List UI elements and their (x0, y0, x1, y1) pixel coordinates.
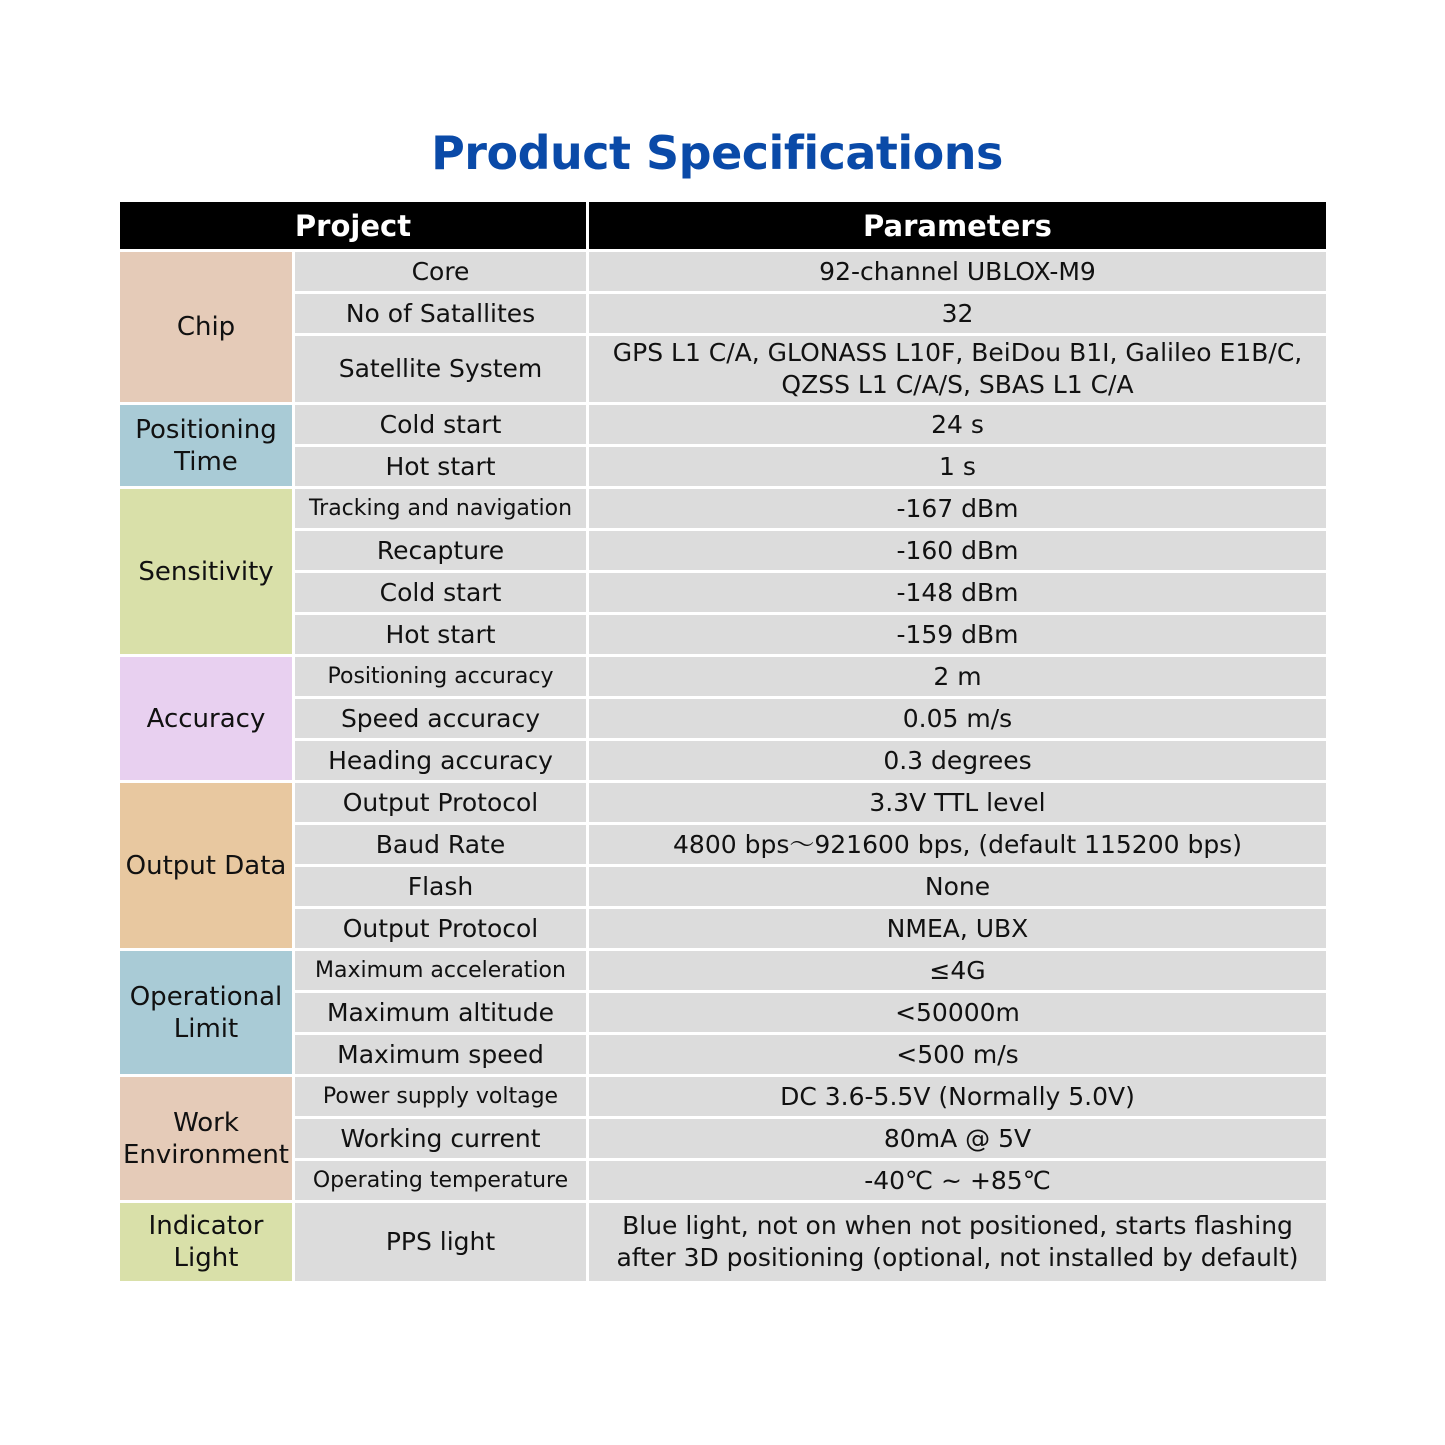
item-cell: Speed accuracy (295, 699, 586, 738)
item-cell: Output Protocol (295, 783, 586, 822)
table-row (120, 1119, 1326, 1158)
parameter-cell: 0.3 degrees (589, 741, 1326, 780)
table-row (120, 909, 1326, 948)
page-title: Product Specifications (431, 126, 1003, 180)
table-row (120, 252, 1326, 291)
parameter-cell: 80mA @ 5V (589, 1119, 1326, 1158)
parameter-cell: 1 s (589, 447, 1326, 486)
spec-body (120, 252, 1326, 1281)
group-label: Indicator Light (120, 1203, 292, 1281)
table-row (120, 825, 1326, 864)
parameter-cell: -159 dBm (589, 615, 1326, 654)
item-cell: Cold start (295, 405, 586, 444)
parameter-cell: <500 m/s (589, 1035, 1326, 1074)
group-label: Output Data (120, 783, 292, 948)
item-cell: Hot start (295, 615, 586, 654)
table-row (120, 699, 1326, 738)
table-row (120, 951, 1326, 990)
group-label: Sensitivity (120, 489, 292, 654)
parameter-cell: 24 s (589, 405, 1326, 444)
item-cell: Operating temperature (295, 1161, 586, 1200)
item-cell: Maximum acceleration (295, 951, 586, 990)
header-parameters: Parameters (589, 202, 1326, 249)
group-label: Accuracy (120, 657, 292, 780)
parameter-cell: Blue light, not on when not positioned, starts flashing after 3D positioning (optional, not installed by default) (589, 1203, 1326, 1281)
parameter-cell: 3.3V TTL level (589, 783, 1326, 822)
parameter-cell: DC 3.6-5.5V (Normally 5.0V) (589, 1077, 1326, 1116)
parameter-cell: 92-channel UBLOX-M9 (589, 252, 1326, 291)
table-row (120, 336, 1326, 402)
parameter-cell: NMEA, UBX (589, 909, 1326, 948)
table-row (120, 573, 1326, 612)
parameter-cell: <50000m (589, 993, 1326, 1032)
table-row (120, 294, 1326, 333)
group-label: Chip (120, 252, 292, 402)
item-cell: Working current (295, 1119, 586, 1158)
table-row (120, 489, 1326, 528)
parameter-cell: -40℃ ~ +85℃ (589, 1161, 1326, 1200)
item-cell: Maximum speed (295, 1035, 586, 1074)
table-row (120, 867, 1326, 906)
parameter-cell: -167 dBm (589, 489, 1326, 528)
table-row (120, 993, 1326, 1032)
item-cell: Hot start (295, 447, 586, 486)
table-row (120, 1077, 1326, 1116)
item-cell: Satellite System (295, 336, 586, 402)
item-cell: Recapture (295, 531, 586, 570)
table-row (120, 447, 1326, 486)
item-cell: Positioning accuracy (295, 657, 586, 696)
parameter-cell: -160 dBm (589, 531, 1326, 570)
spec-table (117, 199, 1329, 1284)
item-cell: No of Satallites (295, 294, 586, 333)
item-cell: PPS light (295, 1203, 586, 1281)
group-label: Work Environment (120, 1077, 292, 1200)
item-cell: Heading accuracy (295, 741, 586, 780)
table-row (120, 657, 1326, 696)
item-cell: Tracking and navigation (295, 489, 586, 528)
table-row (120, 1035, 1326, 1074)
table-row (120, 783, 1326, 822)
group-label: Operational Limit (120, 951, 292, 1074)
parameter-cell: None (589, 867, 1326, 906)
group-label: Positioning Time (120, 405, 292, 486)
parameter-cell: 0.05 m/s (589, 699, 1326, 738)
item-cell: Cold start (295, 573, 586, 612)
item-cell: Flash (295, 867, 586, 906)
header-project: Project (120, 202, 586, 249)
parameter-cell: 2 m (589, 657, 1326, 696)
parameter-cell: 32 (589, 294, 1326, 333)
table-row (120, 531, 1326, 570)
item-cell: Output Protocol (295, 909, 586, 948)
table-row (120, 405, 1326, 444)
item-cell: Core (295, 252, 586, 291)
table-header-row (120, 202, 1326, 249)
item-cell: Power supply voltage (295, 1077, 586, 1116)
table-row (120, 741, 1326, 780)
table-row (120, 1203, 1326, 1281)
parameter-cell: GPS L1 C/A, GLONASS L10F, BeiDou B1I, Galileo E1B/C, QZSS L1 C/A/S, SBAS L1 C/A (589, 336, 1326, 402)
table-row (120, 615, 1326, 654)
parameter-cell: 4800 bps～921600 bps, (default 115200 bps) (589, 825, 1326, 864)
parameter-cell: ≤4G (589, 951, 1326, 990)
item-cell: Baud Rate (295, 825, 586, 864)
table-row (120, 1161, 1326, 1200)
parameter-cell: -148 dBm (589, 573, 1326, 612)
item-cell: Maximum altitude (295, 993, 586, 1032)
